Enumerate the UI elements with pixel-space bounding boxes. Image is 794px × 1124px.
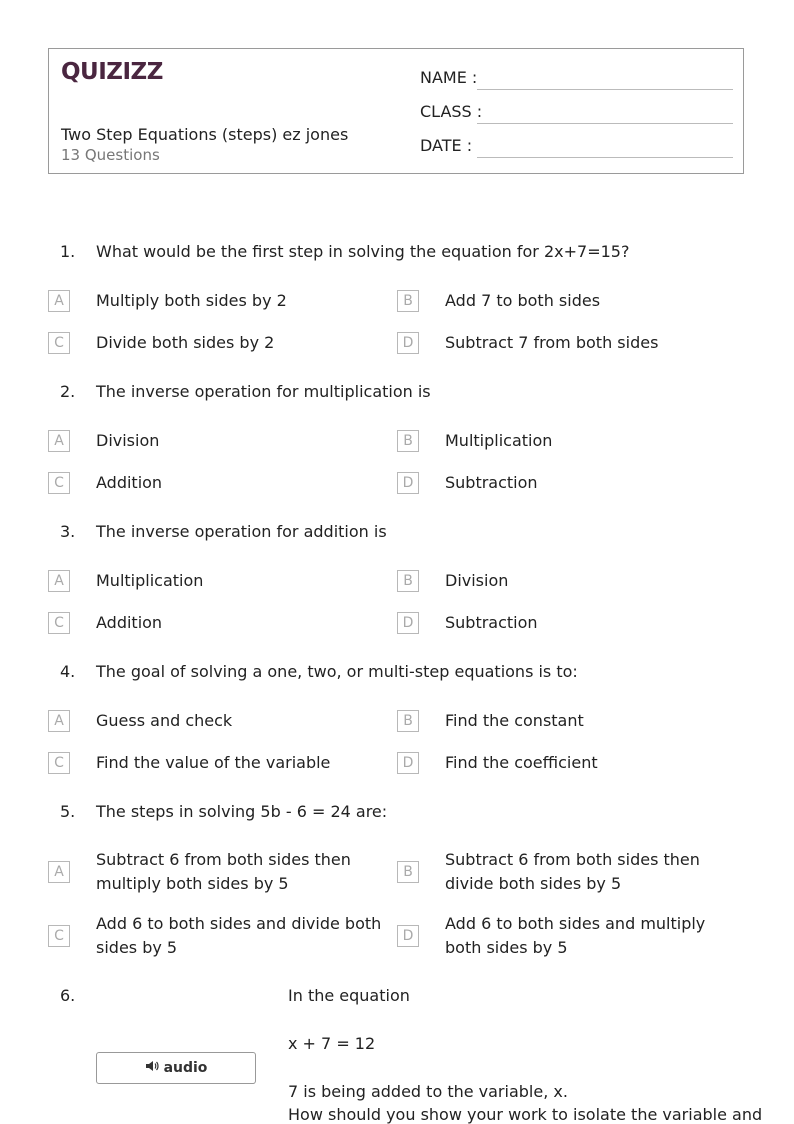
date-line[interactable] [477, 157, 733, 158]
option-text[interactable]: Addition [96, 473, 163, 492]
option-letter-c[interactable]: C [48, 332, 70, 354]
worksheet-header [48, 48, 744, 174]
option-letter-a[interactable]: A [48, 430, 70, 452]
option-letter-b[interactable]: B [397, 290, 419, 312]
question-number: 5. [60, 802, 76, 821]
option-text[interactable]: Division [96, 431, 160, 450]
option-letter-d[interactable]: D [397, 472, 419, 494]
option-letter-b[interactable]: B [397, 430, 419, 452]
option-letter-c[interactable]: C [48, 752, 70, 774]
speaker-icon [145, 1053, 159, 1083]
option-text[interactable]: Subtraction [445, 613, 538, 632]
audio-button[interactable] [96, 1052, 256, 1084]
question-text-line: 7 is being added to the variable, x. [288, 1082, 568, 1101]
question-number: 6. [60, 986, 76, 1005]
option-letter-c[interactable]: C [48, 612, 70, 634]
question-number: 2. [60, 382, 76, 401]
option-text[interactable]: Multiplication [96, 571, 204, 590]
option-letter-d[interactable]: D [397, 925, 419, 947]
option-letter-b[interactable]: B [397, 570, 419, 592]
option-text[interactable]: Guess and check [96, 711, 233, 730]
option-letter-d[interactable]: D [397, 332, 419, 354]
question-text: The steps in solving 5b - 6 = 24 are: [96, 802, 388, 821]
audio-label: audio [163, 1060, 208, 1076]
class-line[interactable] [477, 123, 733, 124]
question-count: 13 Questions [61, 146, 160, 164]
option-text[interactable]: Add 6 to both sides and multiply both sides by 5 [445, 914, 706, 957]
option-text[interactable]: Add 6 to both sides and divide both sides by 5 [96, 914, 382, 957]
question-text-line: How should you show your work to isolate the variable and [288, 1105, 763, 1124]
quizizz-logo: QUIZIZZ [61, 59, 163, 85]
name-label: NAME : [420, 68, 478, 87]
worksheet-title: Two Step Equations (steps) ez jones [61, 125, 349, 144]
question-text-line: In the equation [288, 986, 410, 1005]
option-text[interactable]: Add 7 to both sides [445, 291, 601, 310]
option-text[interactable]: Subtract 6 from both sides then multiply both sides by 5 [96, 850, 351, 893]
option-text[interactable]: Multiply both sides by 2 [96, 291, 287, 310]
option-text[interactable]: Find the coefficient [445, 753, 598, 772]
option-text[interactable]: Division [445, 571, 509, 590]
date-label: DATE : [420, 136, 473, 155]
option-text[interactable]: Addition [96, 613, 163, 632]
option-text[interactable]: Find the value of the variable [96, 753, 331, 772]
question-text: The goal of solving a one, two, or multi-step equations is to: [96, 662, 578, 681]
option-letter-c[interactable]: C [48, 472, 70, 494]
name-line[interactable] [477, 89, 733, 90]
class-label: CLASS : [420, 102, 483, 121]
option-letter-a[interactable]: A [48, 710, 70, 732]
option-text[interactable]: Multiplication [445, 431, 553, 450]
option-text[interactable]: Subtract 6 from both sides then divide both sides by 5 [445, 850, 700, 893]
question-number: 1. [60, 242, 76, 261]
question-text: What would be the first step in solving the equation for 2x+7=15? [96, 242, 630, 261]
option-letter-a[interactable]: A [48, 570, 70, 592]
option-text[interactable]: Divide both sides by 2 [96, 333, 275, 352]
option-letter-b[interactable]: B [397, 861, 419, 883]
question-text: The inverse operation for multiplication is [96, 382, 431, 401]
question-text-line: x + 7 = 12 [288, 1034, 376, 1053]
option-letter-d[interactable]: D [397, 612, 419, 634]
option-letter-c[interactable]: C [48, 925, 70, 947]
option-letter-a[interactable]: A [48, 290, 70, 312]
option-text[interactable]: Subtraction [445, 473, 538, 492]
option-letter-d[interactable]: D [397, 752, 419, 774]
option-text[interactable]: Find the constant [445, 711, 584, 730]
option-letter-a[interactable]: A [48, 861, 70, 883]
question-number: 4. [60, 662, 76, 681]
option-text[interactable]: Subtract 7 from both sides [445, 333, 659, 352]
option-letter-b[interactable]: B [397, 710, 419, 732]
question-number: 3. [60, 522, 76, 541]
question-text: The inverse operation for addition is [96, 522, 387, 541]
